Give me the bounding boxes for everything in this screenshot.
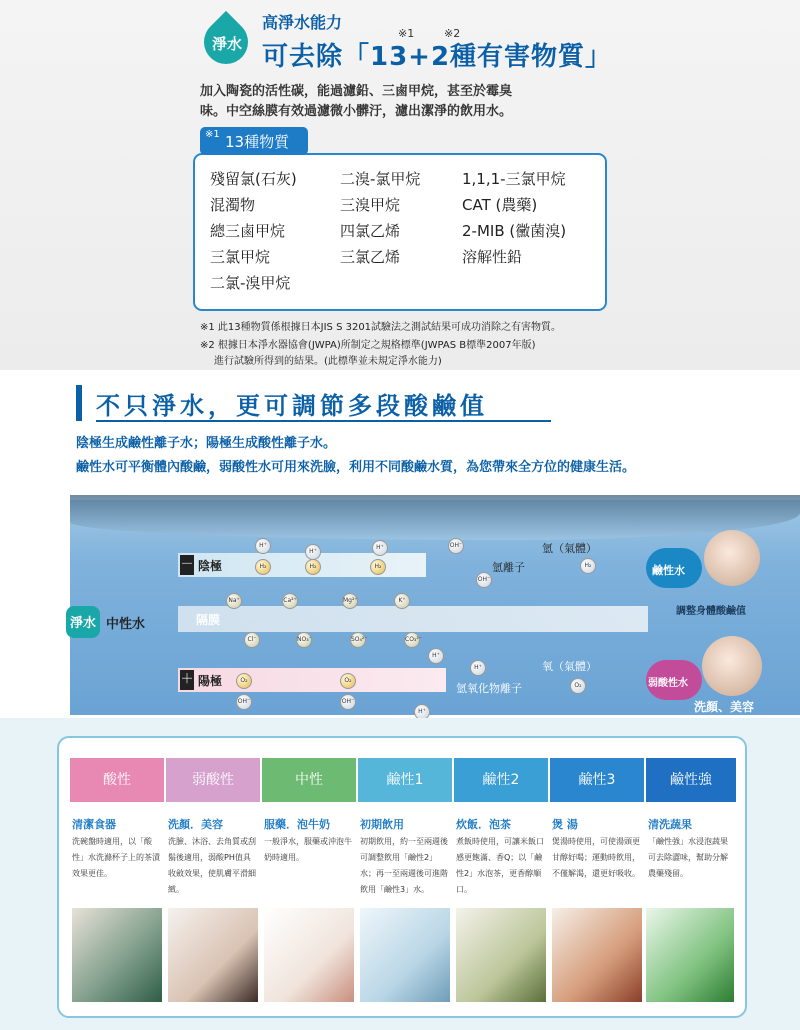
- anion: CO₃²⁻: [404, 632, 420, 648]
- use-title: 炊飯．泡茶: [456, 818, 511, 831]
- ion-h2: H₂: [580, 558, 596, 574]
- face-washing-photo: [702, 636, 762, 696]
- footnote-2a: ※2 根據日本淨水器協會(JWPA)所制定之規格標準(JWPAS B標準2007年版): [200, 340, 536, 351]
- section2-subtitle-2: 鹼性水可平衡體內酸鹼，弱酸性水可用來洗臉，利用不同酸鹼水質，為您帶來全方位的健康生活。: [76, 460, 636, 475]
- substance-item: 四氯乙烯: [340, 222, 401, 240]
- ph-header: 鹼性1: [358, 758, 452, 802]
- ion-o2: O₂: [570, 678, 586, 694]
- footnote-2b: 進行試驗所得到的結果。(此標準並未規定淨水能力): [214, 356, 442, 367]
- substances-tag: [200, 127, 308, 155]
- ion-o2: O₂: [236, 673, 252, 689]
- ion: H⁺: [305, 544, 321, 560]
- tea-photo: [456, 908, 546, 1002]
- use-description: 洗臉、沐浴、去角質或刮鬍後適用，弱酸PH值具收斂效果，使肌膚平滑細緻。: [168, 837, 256, 894]
- cation: Ca²⁺: [282, 593, 298, 609]
- cation: Na⁺: [226, 593, 242, 609]
- hydrogen-ion-label: 氫離子: [492, 561, 525, 574]
- substance-item: 三氯甲烷: [210, 248, 271, 266]
- membrane-band: [178, 606, 648, 632]
- substance-item: 殘留氯(石灰): [210, 170, 297, 188]
- use-title: 洗顏．美容: [168, 818, 223, 831]
- hydroxide-label: 氫氧化物離子: [456, 682, 522, 695]
- use-title: 初期飲用: [360, 818, 404, 831]
- pure-water-label: 淨水: [70, 616, 97, 631]
- headline: 可去除「13+2種有害物質」: [262, 42, 613, 72]
- ion: H⁺: [428, 648, 444, 664]
- weak-acid-label: 弱酸性水: [648, 678, 688, 689]
- use-description: 煮飯時使用，可讓米飯口感更飽滿、香Q；以「鹼性2」水泡茶，更香醇順口。: [456, 837, 544, 894]
- ion: OH⁻: [448, 538, 464, 554]
- anion: SO₄²⁻: [350, 632, 366, 648]
- soup-photo: [552, 908, 642, 1002]
- use-description: 「鹼性強」水浸泡蔬果可去除澀味，幫助分解農藥殘留。: [648, 837, 728, 878]
- purify-badge: 淨水: [211, 35, 242, 53]
- substance-item: CAT (農藥): [462, 196, 538, 214]
- ion: OH⁻: [236, 694, 252, 710]
- drinking-photo: [704, 530, 760, 586]
- ph-header: 鹼性2: [454, 758, 548, 802]
- substance-item: 總三鹵甲烷: [210, 222, 286, 240]
- use-description: 煲湯時使用，可使湯頭更甘醇好喝；運動時飲用，不僅解渴，還更好吸收。: [552, 837, 640, 878]
- ph-header: 鹼性強: [646, 758, 736, 802]
- ph-header: 酸性: [70, 758, 164, 802]
- substance-item: 二氯-溴甲烷: [210, 274, 291, 292]
- description-line-1: 加入陶瓷的活性碳，能過濾鉛、三鹵甲烷，甚至於霉臭: [200, 84, 513, 99]
- acid-caption: 洗顏、美容: [694, 700, 755, 714]
- substance-item: 1,1,1-三氯甲烷: [462, 170, 566, 188]
- ion-o2: O₂: [340, 673, 356, 689]
- title-underline: [96, 420, 551, 422]
- face-wash-photo: [168, 908, 258, 1002]
- ph-header: 鹼性3: [550, 758, 644, 802]
- anion: Cl⁻: [244, 632, 260, 648]
- substance-item: 三溴甲烷: [340, 196, 401, 214]
- ion: H⁺: [414, 704, 430, 720]
- cathode-sign: －: [180, 555, 194, 575]
- ion: H⁺: [470, 660, 486, 676]
- ion-h2: H₂: [305, 559, 321, 575]
- alkaline-caption: 調整身體酸鹼值: [676, 606, 746, 617]
- anode-label: 陽極: [198, 674, 223, 688]
- alkaline-label: 鹼性水: [652, 564, 685, 577]
- cation: K⁺: [394, 593, 410, 609]
- cathode-label: 陰極: [198, 559, 223, 573]
- neutral-water-label: 中性水: [106, 617, 146, 632]
- medicine-photo: [264, 908, 354, 1002]
- use-title: 清潔食器: [72, 818, 116, 831]
- ph-header: 中性: [262, 758, 356, 802]
- substance-item: 二溴-氯甲烷: [340, 170, 421, 188]
- description-line-2: 味。中空絲膜有效過濾微小髒汙，濾出潔淨的飲用水。: [200, 104, 513, 119]
- ph-header: 弱酸性: [166, 758, 260, 802]
- ion: OH⁻: [476, 572, 492, 588]
- water-surface: [70, 495, 800, 540]
- cation: Mg²⁺: [342, 593, 358, 609]
- anion: NO₃⁻: [296, 632, 312, 648]
- hydrogen-gas-label: 氫（氣體）: [542, 542, 597, 555]
- tag-marker: ※1: [205, 129, 220, 140]
- ion: OH⁻: [340, 694, 356, 710]
- substance-item: 溶解性鉛: [462, 248, 523, 266]
- ion-h2: H₂: [255, 559, 271, 575]
- section2-subtitle-1: 陰極生成鹼性離子水；陽極生成酸性離子水。: [76, 436, 337, 451]
- vegetables-photo: [646, 908, 734, 1002]
- use-description: 一般淨水，服藥或沖泡牛奶時適用。: [264, 837, 352, 862]
- use-description: 洗碗盤時適用，以「酸性」水洗滌杯子上的茶漬效果更佳。: [72, 837, 160, 878]
- anode-sign: ＋: [180, 670, 194, 690]
- substance-item: 混濁物: [210, 196, 256, 214]
- use-title: 煲 湯: [552, 818, 578, 831]
- ion: H⁺: [255, 538, 271, 554]
- section-title: 高淨水能力: [262, 13, 343, 32]
- tag-label: 13種物質: [225, 133, 290, 151]
- substance-item: 2-MIB (黴菌溴): [462, 222, 567, 240]
- title-bar-accent: [76, 385, 82, 421]
- use-description: 初期飲用，約一至兩週後可調整飲用「鹼性2」水；再一至兩週後可進階飲用「鹼性3」水。: [360, 837, 448, 894]
- section2-title: 不只淨水，更可調節多段酸鹼值: [96, 392, 488, 420]
- membrane-label: 隔膜: [196, 613, 221, 627]
- marker-1: ※1: [398, 27, 415, 40]
- footnote-1: ※1 此13種物質係根據日本JIS S 3201試驗法之測試結果可成功消除之有害物質。: [200, 322, 562, 333]
- drinking-glass-photo: [360, 908, 450, 1002]
- ion: H⁺: [372, 540, 388, 556]
- substance-item: 三氯乙烯: [340, 248, 401, 266]
- ion-h2: H₂: [370, 559, 386, 575]
- use-title: 服藥．泡牛奶: [264, 818, 330, 831]
- use-title: 清洗蔬果: [648, 818, 692, 831]
- oxygen-gas-label: 氧（氣體）: [542, 660, 597, 673]
- marker-2: ※2: [444, 27, 461, 40]
- dish-cleaning-photo: [72, 908, 162, 1002]
